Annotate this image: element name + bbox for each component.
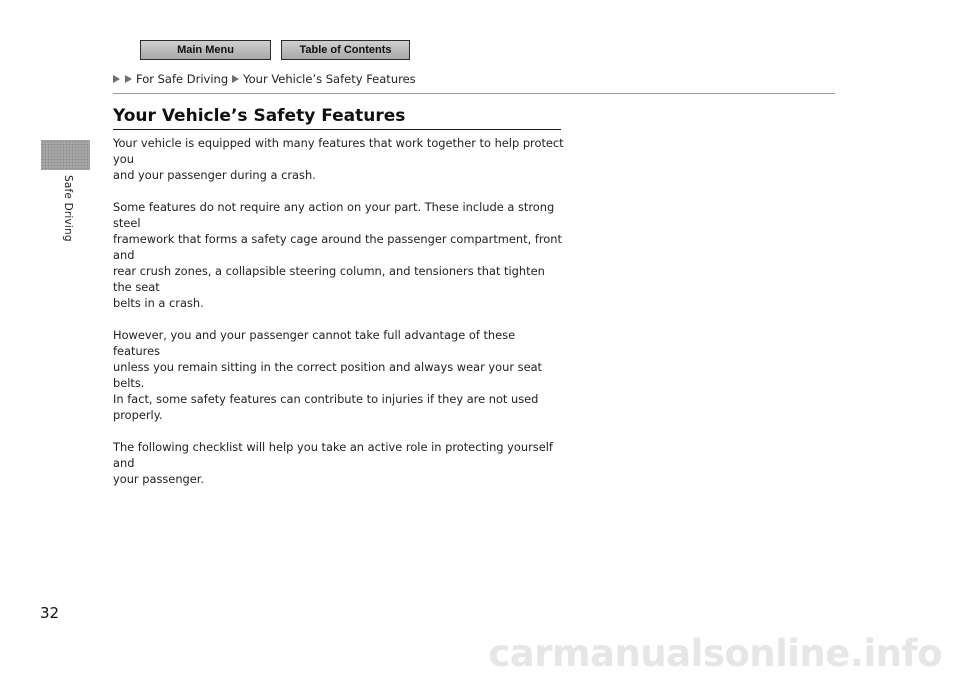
paragraph: [113, 135, 565, 183]
section-side-tab: [41, 140, 90, 170]
paragraph: [113, 199, 565, 311]
paragraph: [113, 327, 565, 423]
text-line: and your passenger during a crash.: [113, 168, 316, 182]
breadcrumb-arrow-icon: [125, 75, 132, 83]
watermark: carmanualsonline.info: [488, 632, 942, 675]
breadcrumb: [113, 72, 416, 86]
breadcrumb-item-for-safe-driving[interactable]: For Safe Driving: [136, 72, 229, 86]
text-line: Some features do not require any action on your part. These include a strong steel: [113, 200, 555, 230]
text-line: belts in a crash.: [113, 296, 204, 310]
breadcrumb-item-current: Your Vehicle’s Safety Features: [243, 72, 416, 86]
text-line: Your vehicle is equipped with many features that work together to help protect you: [113, 136, 564, 166]
table-of-contents-button[interactable]: Table of Contents: [281, 40, 410, 60]
body-text: [113, 135, 565, 503]
text-line: However, you and your passenger cannot take full advantage of these features: [113, 328, 516, 358]
text-line: framework that forms a safety cage around the passenger compartment, front and: [113, 232, 562, 262]
breadcrumb-divider: [113, 93, 835, 94]
page-number: 32: [40, 604, 60, 622]
main-menu-button[interactable]: Main Menu: [140, 40, 271, 60]
text-line: The following checklist will help you take an active role in protecting yourself and: [113, 440, 553, 470]
text-line: rear crush zones, a collapsible steering column, and tensioners that tighten the seat: [113, 264, 545, 294]
section-side-label: Safe Driving: [62, 175, 74, 242]
page-title: Your Vehicle’s Safety Features: [113, 106, 561, 130]
paragraph: [113, 439, 565, 487]
breadcrumb-arrow-icon: [113, 75, 120, 83]
text-line: your passenger.: [113, 472, 205, 486]
text-line: In fact, some safety features can contribute to injuries if they are not used properly.: [113, 392, 539, 422]
text-line: unless you remain sitting in the correct position and always wear your seat belts.: [113, 360, 543, 390]
breadcrumb-arrow-icon: [232, 75, 239, 83]
